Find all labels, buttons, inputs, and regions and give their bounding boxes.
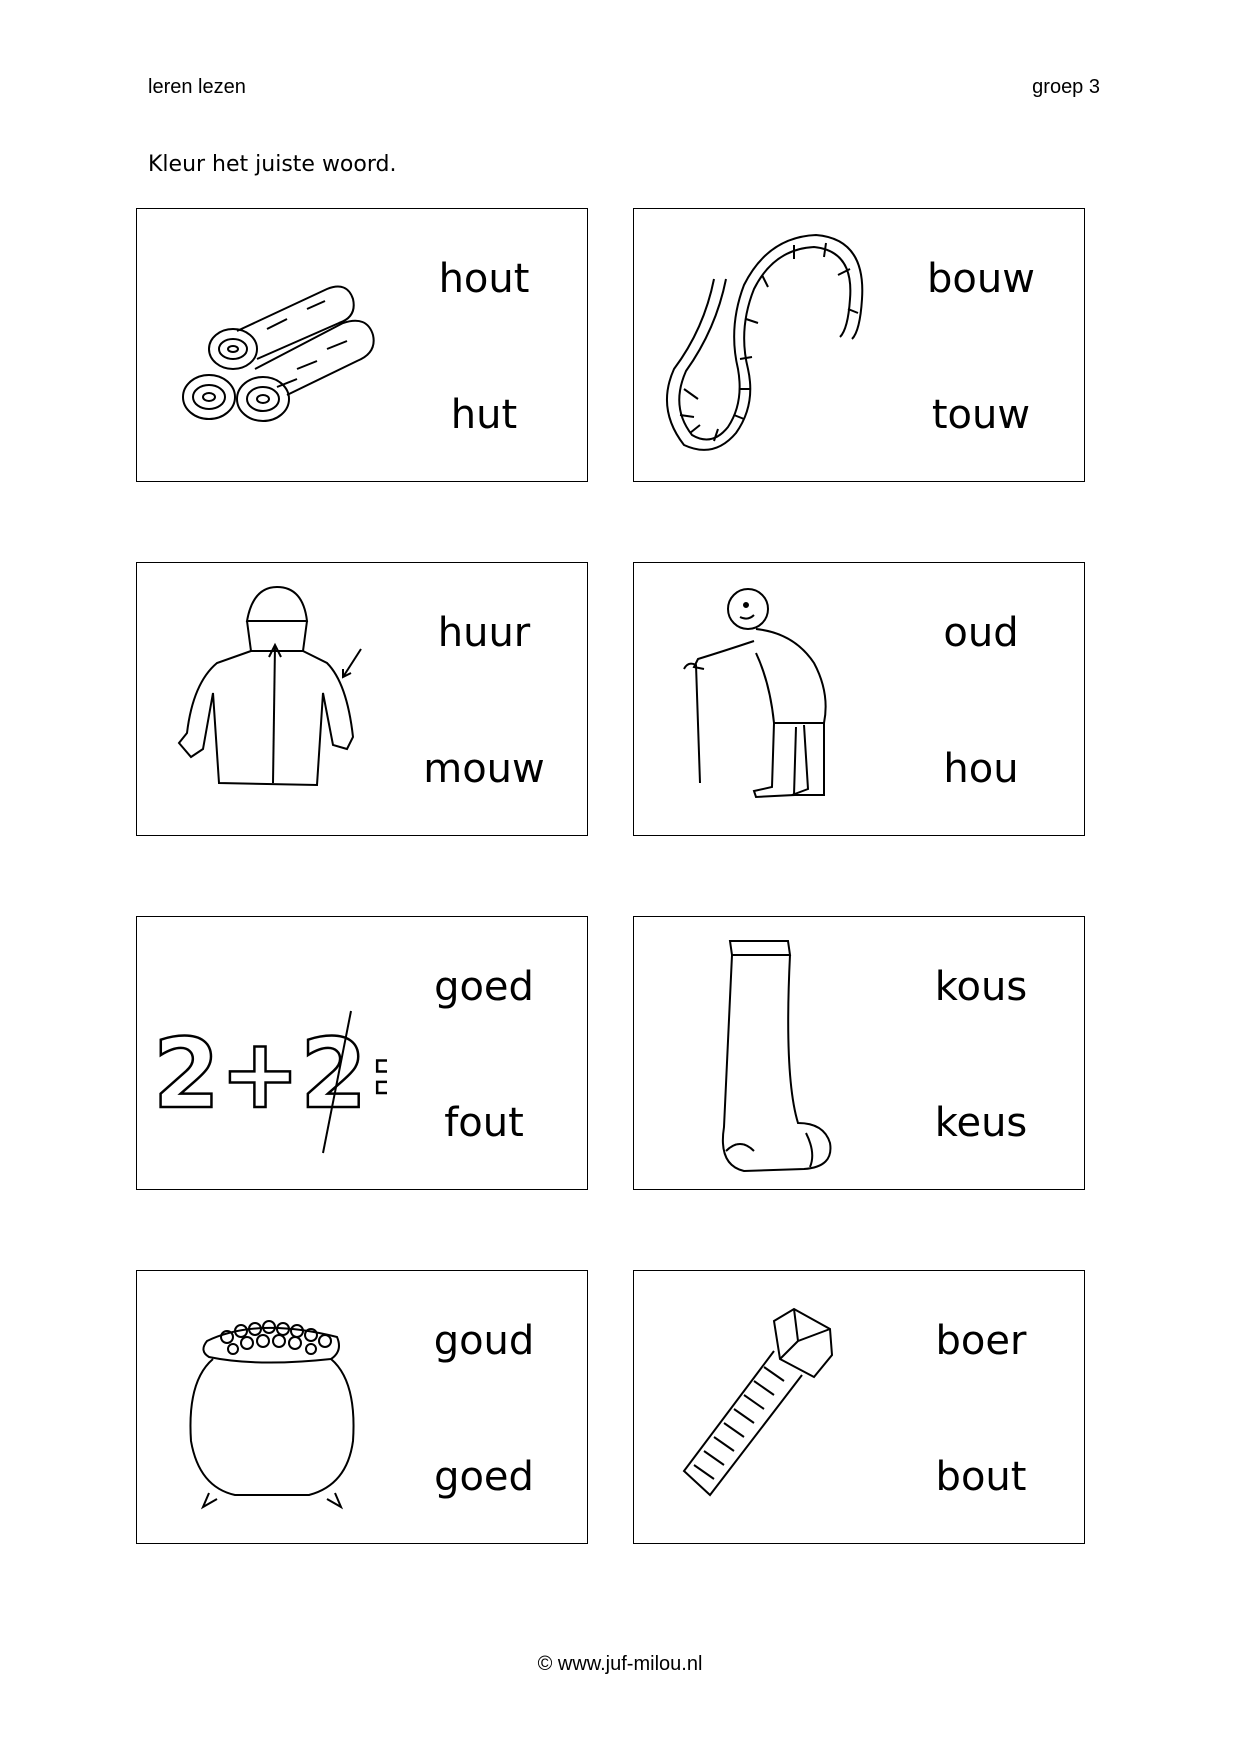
copyright-footer: © www.juf-milou.nl (537, 1653, 703, 1675)
word-option-2[interactable]: keus (934, 1100, 1028, 1146)
logs-icon (147, 219, 387, 473)
svg-text:2+2=3: 2+2 (153, 1018, 368, 1130)
word-option-2[interactable]: bout (935, 1454, 1027, 1500)
gold-pot-icon (147, 1281, 387, 1535)
word-card-3 (136, 562, 588, 836)
word-option-2[interactable]: touw (931, 392, 1031, 438)
word-card-1 (136, 208, 588, 482)
word-card-7 (136, 1270, 588, 1544)
word-option-2[interactable]: hut (450, 392, 518, 438)
word-card-2 (633, 208, 1085, 482)
word-card-4 (633, 562, 1085, 836)
sock-icon (644, 927, 884, 1181)
word-option-1[interactable]: huur (437, 610, 531, 656)
jacket-icon (147, 573, 387, 827)
word-card-5 (136, 916, 588, 1190)
instruction: Kleur het juiste woord. (148, 152, 397, 177)
word-card-6 (633, 916, 1085, 1190)
subject-label: leren lezen (148, 76, 246, 98)
word-option-1[interactable]: bouw (927, 256, 1035, 302)
word-option-1[interactable]: oud (943, 610, 1019, 656)
word-option-2[interactable]: mouw (423, 746, 545, 792)
word-option-1[interactable]: boer (935, 1318, 1027, 1364)
bolt-icon (644, 1281, 884, 1535)
word-option-1[interactable]: goud (433, 1318, 535, 1364)
word-option-1[interactable]: kous (934, 964, 1028, 1010)
word-option-2[interactable]: hou (943, 746, 1019, 792)
wrong-sum-icon (147, 927, 387, 1181)
word-card-8 (633, 1270, 1085, 1544)
word-option-2[interactable]: goed (434, 1454, 534, 1500)
word-option-1[interactable]: goed (434, 964, 534, 1010)
grade-label: groep 3 (1032, 76, 1100, 98)
word-option-2[interactable]: fout (444, 1100, 524, 1146)
old-man-icon (644, 573, 884, 827)
word-option-1[interactable]: hout (438, 256, 530, 302)
rope-icon (644, 219, 884, 473)
